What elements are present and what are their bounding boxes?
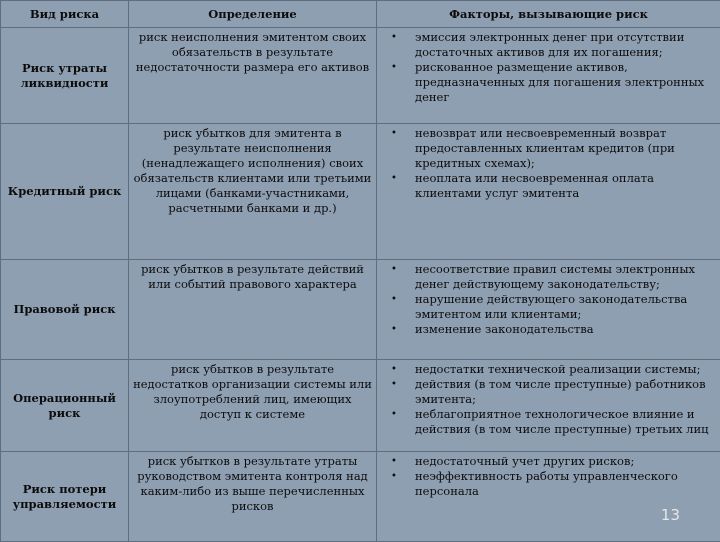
list-item [381,262,716,292]
factor-text: неблагоприятное технологическое влияние и действия (в том числе преступные) третьих лиц [415,407,709,436]
risk-factors-cell [377,260,720,360]
factor-text: несоответствие правил системы электронных денег действующему законодательству; [415,262,695,291]
factor-text: нарушение действующего законодательства эмитентом или клиентами; [415,292,687,321]
factor-list [381,30,716,105]
risk-definition-cell: риск неисполнения эмитентом своих обязательств в результате недостаточности размера его активов [129,28,377,124]
risk-definition-cell: риск убытков для эмитента в результате неисполнения (ненадлежащего исполнения) своих обязательств клиентами или третьими лицами (банками-участниками, расчетными банками и др.) [129,124,377,260]
risk-definition-cell: риск убытков в результате недостатков организации системы или злоупотреблений лиц, имеющих доступ к системе [129,360,377,452]
risk-factors-cell [377,124,720,260]
table-row [1,124,720,260]
bullet-icon: • [391,292,397,307]
list-item [381,292,716,322]
header-row [1,1,720,28]
list-item [381,171,716,201]
table-row [1,28,720,124]
bullet-icon: • [391,469,397,484]
header-factors: Факторы, вызывающие риск [377,1,720,28]
bullet-icon: • [391,60,397,75]
risk-name-cell: Риск потери управляемости [1,452,129,542]
header-definition: Определение [129,1,377,28]
bullet-icon: • [391,377,397,392]
risk-name-cell: Правовой риск [1,260,129,360]
list-item [381,126,716,171]
bullet-icon: • [391,362,397,377]
risk-definition-cell: риск убытков в результате утраты руководством эмитента контроля над каким-либо из выше перечисленных рисков [129,452,377,542]
bullet-icon: • [391,171,397,186]
header-risk-type: Вид риска [1,1,129,28]
factor-text: недостатки технической реализации системы; [415,362,700,376]
factor-list [381,362,716,437]
risk-factors-cell [377,360,720,452]
table-row [1,260,720,360]
list-item [381,60,716,105]
list-item [381,469,716,499]
list-item [381,322,716,337]
list-item [381,30,716,60]
slide-number: 13 [661,506,680,524]
risk-name-cell: Кредитный риск [1,124,129,260]
factor-list [381,126,716,201]
table-row [1,360,720,452]
table-body [1,28,720,542]
bullet-icon: • [391,262,397,277]
list-item [381,377,716,407]
factor-text: невозврат или несвоевременный возврат предоставленных клиентам кредитов (при кредитных схемах); [415,126,675,170]
bullet-icon: • [391,126,397,141]
factor-text: недостаточный учет других рисков; [415,454,634,468]
factor-list [381,262,716,337]
bullet-icon: • [391,454,397,469]
risk-name-cell: Операционный риск [1,360,129,452]
factor-text: действия (в том числе преступные) работников эмитента; [415,377,706,406]
risk-factors-cell [377,452,720,542]
factor-text: эмиссия электронных денег при отсутствии достаточных активов для их погашения; [415,30,684,59]
factor-list [381,454,716,499]
risk-definition-cell: риск убытков в результате действий или событий правового характера [129,260,377,360]
bullet-icon: • [391,322,397,337]
list-item [381,362,716,377]
risk-factors-cell [377,28,720,124]
factor-text: изменение законодательства [415,322,594,336]
factor-text: рискованное размещение активов, предназначенных для погашения электронных денег [415,60,704,104]
list-item [381,407,716,437]
table-row [1,452,720,542]
factor-text: неэффективность работы управленческого персонала [415,469,678,498]
bullet-icon: • [391,407,397,422]
bullet-icon: • [391,30,397,45]
list-item [381,454,716,469]
factor-text: неоплата или несвоевременная оплата клиентами услуг эмитента [415,171,654,200]
risk-name-cell: Риск утраты ликвидности [1,28,129,124]
